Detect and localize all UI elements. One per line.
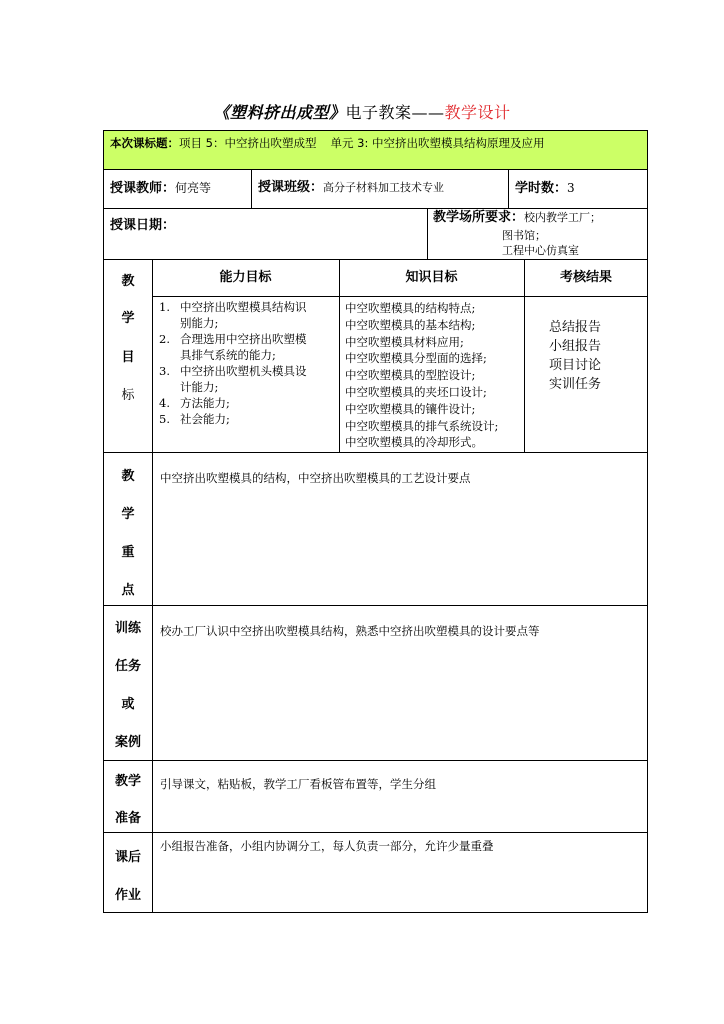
- preparation-content: 引导课文，粘贴板，教学工厂看板管布置等，学生分组: [160, 777, 436, 791]
- preparation-side-1: 教学: [114, 774, 141, 789]
- class-label: 授课班级：: [258, 180, 324, 195]
- keypoints-side-1: 教: [121, 469, 135, 484]
- ability-header: 能力目标: [219, 270, 272, 285]
- knowledge-item: 中空吹塑模具的型腔设计;: [345, 368, 476, 383]
- topic-unit: 单元 3: 中空挤出吹塑模具结构原理及应用: [330, 136, 545, 150]
- assessment-list: [524, 318, 626, 394]
- objectives-side-2: 学: [121, 311, 135, 326]
- place-2: 图书馆；: [502, 229, 546, 242]
- hours-value: 3: [567, 181, 575, 195]
- topic-project: 项目 5：中空挤出吹塑成型: [179, 136, 317, 150]
- knowledge-item: 中空吹塑模具材料应用;: [345, 334, 464, 349]
- training-side-3: 或: [121, 697, 135, 712]
- teacher-value: 何亮等: [175, 181, 212, 195]
- teacher-cell: [110, 180, 211, 197]
- ability-item: 4. 方法能力;: [159, 396, 230, 410]
- training-content: 校办工厂认识中空挤出吹塑模具结构，熟悉中空挤出吹塑模具的设计要点等: [160, 624, 540, 638]
- assessment-header: 考核结果: [559, 270, 612, 285]
- title-doc-type: 电子教案——: [345, 103, 445, 122]
- assessment-item: 小组报告: [548, 339, 601, 354]
- homework-side-1: 课后: [114, 850, 141, 865]
- objectives-side-3: 目: [121, 350, 135, 365]
- homework-side-2: 作业: [114, 888, 141, 903]
- ability-item: 5. 社会能力;: [159, 412, 230, 426]
- objectives-side-1: 教: [121, 274, 135, 289]
- assessment-item: 总结报告: [548, 320, 601, 335]
- hours-label: 学时数：: [515, 181, 568, 196]
- hours-cell: [515, 180, 575, 197]
- knowledge-list: [345, 300, 498, 451]
- knowledge-item: 中空吹塑模具的冷却形式。: [345, 435, 483, 450]
- assessment-item: 项目讨论: [548, 358, 601, 373]
- homework-content: 小组报告准备，小组内协调分工，每人负责一部分，允许少量重叠: [160, 839, 494, 853]
- class-cell: [258, 180, 444, 196]
- topic-line: [110, 135, 545, 151]
- knowledge-item: 中空吹塑模具的夹坯口设计;: [345, 384, 487, 399]
- keypoints-content: 中空挤出吹塑模具的结构，中空挤出吹塑模具的工艺设计要点: [160, 471, 471, 485]
- knowledge-header: 知识目标: [405, 270, 458, 285]
- ability-item: 1. 中空挤出吹塑模具结构识 别能力;: [159, 300, 307, 330]
- title-design: 教学设计: [444, 103, 511, 122]
- preparation-side-2: 准备: [114, 811, 141, 826]
- objectives-side-4: 标: [121, 388, 135, 403]
- knowledge-item: 中空吹塑模具的镶件设计;: [345, 401, 476, 416]
- place-label: 教学场所要求：: [433, 210, 525, 225]
- knowledge-item: 中空吹塑模具的结构特点;: [345, 301, 476, 315]
- ability-item: 3. 中空挤出吹塑机头模具设 计能力;: [159, 364, 307, 394]
- place-1: 校内教学工厂；: [524, 211, 602, 224]
- title-course: 《塑料挤出成型》: [213, 103, 346, 122]
- place-cell: [433, 210, 601, 226]
- topic-label: 本次课标题：: [110, 136, 179, 150]
- date-label: 授课日期：: [110, 218, 176, 233]
- class-value: 高分子材料加工技术专业: [323, 181, 445, 194]
- assessment-item: 实训任务: [548, 377, 601, 392]
- knowledge-item: 中空吹塑模具的基本结构;: [345, 317, 476, 332]
- knowledge-item: 中空吹塑模具的排气系统设计;: [345, 418, 499, 433]
- ability-list: [155, 299, 337, 427]
- keypoints-side-2: 学: [121, 507, 135, 522]
- training-side-4: 案例: [114, 735, 141, 750]
- document-title: [0, 100, 724, 123]
- training-side-1: 训练: [114, 621, 141, 636]
- training-side-2: 任务: [114, 659, 141, 674]
- knowledge-item: 中空吹塑模具分型面的选择;: [345, 351, 487, 366]
- teacher-label: 授课教师：: [110, 181, 176, 196]
- place-3: 工程中心仿真室: [502, 244, 579, 257]
- ability-item: 2. 合理选用中空挤出吹塑模 具排气系统的能力;: [159, 332, 307, 362]
- keypoints-side-3: 重: [121, 545, 135, 560]
- keypoints-side-4: 点: [121, 583, 135, 598]
